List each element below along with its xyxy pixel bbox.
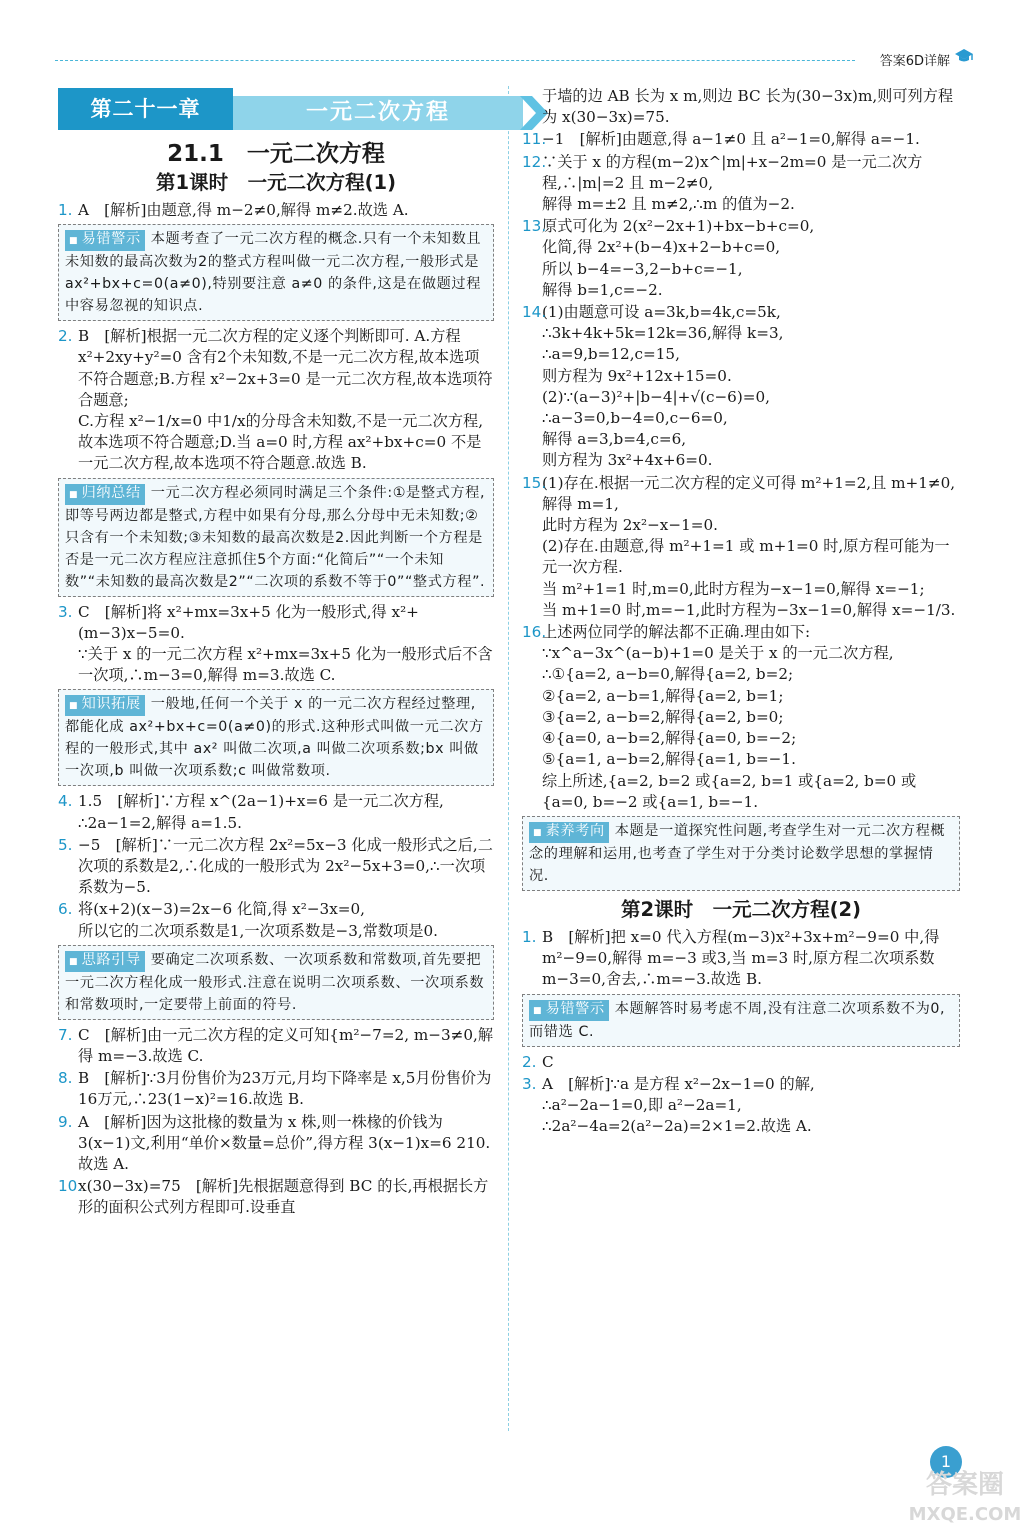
- answer-number: 4.: [58, 792, 73, 811]
- tip-box-title: ■ 素养考向: [529, 822, 609, 843]
- tip-box-title: ■ 易错警示: [529, 1000, 609, 1021]
- page-header: [55, 48, 1020, 68]
- left-answer-list: [58, 200, 494, 1219]
- answer-text: C [解析]由一元二次方程的定义可知{m²−7=2, m−3≠0,解得 m=−3.故选 C.: [78, 1025, 494, 1066]
- answer-item: [522, 927, 960, 991]
- lesson-2-title: 第2课时 一元二次方程(2): [621, 897, 861, 921]
- answer-text: −1 [解析]由题意,得 a−1≠0 且 a²−1=0,解得 a=−1.: [542, 130, 920, 149]
- tip-box-title: ■ 知识拓展: [65, 695, 145, 716]
- answer-number: 5.: [58, 835, 73, 854]
- tip-box: [58, 689, 494, 786]
- chapter-banner: [58, 88, 494, 134]
- tip-box: [522, 994, 960, 1047]
- watermark-line-2: MXQE.COM: [908, 1504, 1022, 1525]
- answer-item: [58, 899, 494, 941]
- watermark: [900, 1470, 1030, 1530]
- answer-text: B [解析]根据一元二次方程的定义逐个判断即可. A.方程 x²+2xy+y²=0 含有2个未知数,不是一元二次方程,故本选项不符合题意;B.方程 x²−2x+3=0 是一元二次方程,故本选项符合题意; C.方程 x²−1/x=0 中1/x的分母含未知数,不是一元二次方程,故本选项不符合题意;D.当 a=0 时,方程 ax²+bx+c=0 不是一元二次方程,故本选项不符合题意.故选 B.: [78, 327, 493, 473]
- tip-box-title: ■ 归纳总结: [65, 484, 145, 505]
- answer-item: [522, 216, 960, 301]
- answer-text: −5 [解析]∵一元二次方程 2x²=5x−3 化成一般形式之后,二次项的系数是2,∴化成的一般形式为 2x²−5x+3=0,∴一次项系数为−5.: [78, 835, 493, 897]
- answer-item: [522, 86, 960, 128]
- tip-box-title: ■ 易错警示: [65, 230, 145, 251]
- answer-item: [522, 622, 960, 813]
- answer-item: [58, 791, 494, 833]
- tip-box-text: 一般地,任何一个关于 x 的一元二次方程经过整理,都能化成 ax²+bx+c=0(a≠0)的形式.这种形式叫做一元二次方程的一般形式,其中 ax² 叫做二次项,a 叫做二次项系数;bx 叫做一次项,b 叫做一次项系数;c 叫做常数项.: [65, 696, 484, 780]
- answer-number: 10.: [58, 1177, 83, 1196]
- tip-box: [58, 945, 494, 1020]
- header-label: 答案6D详解: [879, 54, 950, 69]
- answer-text: (1)存在.根据一元二次方程的定义可得 m²+1=2,且 m+1≠0,解得 m=1, 此时方程为 2x²−x−1=0. (2)存在.由题意,得 m²+1=1 或 m+1=0 时,原方程可能为一元一次方程. 当 m²+1=1 时,m=0,此时方程为−x−1=0,解得 x=−1; 当 m+1=0 时,m=−1,此时方程为−3x−1=0,解得 x=−1/3.: [542, 473, 956, 619]
- tip-box-text: 本题是一道探究性问题,考查学生对一元二次方程概念的理解和运用,也考查了学生对于分类讨论数学思想的掌握情况.: [529, 822, 946, 884]
- answer-text: 1.5 [解析]∵方程 x^(2a−1)+x=6 是一元二次方程, ∴2a−1=2,解得 a=1.5.: [78, 792, 444, 832]
- tip-box-text: 要确定二次项系数、一次项系数和常数项,首先要把一元二次方程化成一般形式.注意在说明二次项系数、一次项系数和常数项时,一定要带上前面的符号.: [65, 951, 485, 1013]
- tip-box-text: 本题考查了一元二次方程的概念.只有一个未知数且未知数的最高次数为2的整式方程叫做一元二次方程,一般形式是 ax²+bx+c=0(a≠0),特别要注意 a≠0 的条件,这是在做题过程中容易忽视的知识点.: [65, 231, 482, 315]
- answer-number: 1.: [522, 927, 537, 946]
- answer-number: 8.: [58, 1069, 73, 1088]
- answer-text: 上述两位同学的解法都不正确.理由如下: ∵x^a−3x^(a−b)+1=0 是关于 x 的一元二次方程, ∴①{a=2, a−b=0,解得{a=2, b=2; ②{a=2, a−b=1,解得{a=2, b=1; ③{a=2, a−b=2,解得{a=2, b=0; ④{a=0, a−b=2,解得{a=0, b=−2; ⑤{a=1, a−b=2,解得{a=1, b=−1. 综上所述,{a=2, b=2 或{a=2, b=1 或{a=2, b=0 或{a=0, b=−2 或{a=1, b=−1.: [542, 623, 917, 811]
- answer-text: 将(x+2)(x−3)=2x−6 化简,得 x²−3x=0, 所以它的二次项系数是1,一次项系数是−3,常数项是0.: [78, 900, 438, 940]
- chapter-title: 一元二次方程: [233, 96, 523, 130]
- right-answer-list: [522, 86, 960, 1137]
- answer-item: [58, 602, 494, 687]
- answer-item: [58, 1068, 494, 1110]
- lesson-1-title: 第1课时 一元二次方程(1): [156, 171, 396, 194]
- tip-box: [58, 478, 494, 597]
- answer-text: A [解析]由题意,得 m−2≠0,解得 m≠2.故选 A.: [78, 201, 409, 219]
- tip-box-title: ■ 思路引导: [65, 951, 145, 972]
- graduation-cap-icon: [954, 46, 974, 66]
- answer-item: [522, 152, 960, 216]
- answer-text: B [解析]把 x=0 代入方程(m−3)x²+3x+m²−9=0 中,得 m²−9=0,解得 m=−3 或3,当 m=3 时,原方程二次项系数 m−3=0,舍去,∴m=−3.故选 B.: [542, 927, 940, 989]
- answer-number: 6.: [58, 900, 73, 919]
- answer-number: 11.: [522, 130, 547, 149]
- answer-item: [522, 1052, 960, 1073]
- answer-text: x(30−3x)=75 [解析]先根据题意得到 BC 的长,再根据长方形的面积公式列方程即可.设垂直: [78, 1177, 489, 1217]
- answer-item: [522, 473, 960, 621]
- answer-item: [522, 1074, 960, 1138]
- answer-number: 16.: [522, 623, 547, 642]
- answer-number: 15.: [522, 473, 547, 492]
- answer-item: [58, 1025, 494, 1067]
- watermark-line-1: 答案圈: [925, 1470, 1004, 1500]
- right-column: [522, 86, 960, 1138]
- answer-number: 2.: [58, 327, 73, 346]
- chapter-number: 第二十一章: [58, 88, 233, 130]
- tip-box: [522, 816, 960, 891]
- header-rule: [55, 60, 855, 62]
- answer-text: B [解析]∵3月份售价为23万元,月均下降率是 x,5月份售价为16万元,∴23(1−x)²=16.故选 B.: [78, 1069, 492, 1109]
- answer-item: [58, 1112, 494, 1176]
- answer-number: 1.: [58, 201, 73, 219]
- answer-text: 于墙的边 AB 长为 x m,则边 BC 长为(30−3x)m,则可列方程为 x(30−3x)=75.: [542, 87, 954, 127]
- answer-number: 13.: [522, 217, 547, 236]
- answer-number: 3.: [58, 602, 73, 621]
- answer-number: 9.: [58, 1112, 73, 1131]
- answer-number: 7.: [58, 1025, 73, 1044]
- answer-number: 12.: [522, 152, 547, 171]
- answer-number: 2.: [522, 1052, 537, 1071]
- answer-text: C [解析]将 x²+mx=3x+5 化为一般形式,得 x²+(m−3)x−5=0. ∵关于 x 的一元二次方程 x²+mx=3x+5 化为一般形式后不含一次项,∴m−3=0,解得 m=3.故选 C.: [78, 602, 493, 685]
- answer-item: [58, 200, 494, 221]
- answer-text: A [解析]因为这批椽的数量为 x 株,则一株椽的价钱为3(x−1)文,利用“单价×数量=总价”,得方程 3(x−1)x=6 210.故选 A.: [78, 1112, 491, 1174]
- page-number: 1: [930, 1446, 962, 1478]
- answer-text: 原式可化为 2(x²−2x+1)+bx−b+c=0, 化简,得 2x²+(b−4)x+2−b+c=0, 所以 b−4=−3,2−b+c=−1, 解得 b=1,c=−2.: [542, 217, 815, 299]
- answer-item: [58, 1176, 494, 1218]
- answer-item: [522, 302, 960, 472]
- answer-text: ∵关于 x 的方程(m−2)x^|m|+x−2m=0 是一元二次方程,∴|m|=2 且 m−2≠0, 解得 m=±2 且 m≠2,∴m 的值为−2.: [542, 152, 923, 214]
- column-divider: [508, 86, 510, 1431]
- answer-number: 3.: [522, 1074, 537, 1093]
- tip-box: [58, 224, 494, 321]
- section-title: 21.1 一元二次方程: [167, 141, 385, 167]
- answer-item: [58, 326, 494, 474]
- answer-item: [522, 129, 960, 150]
- answer-text: (1)由题意可设 a=3k,b=4k,c=5k, ∴3k+4k+5k=12k=36,解得 k=3, ∴a=9,b=12,c=15, 则方程为 9x²+12x+15=0. (2)∵(a−3)²+|b−4|+√(c−6)=0, ∴a−3=0,b−4=0,c−6=0, 解得 a=3,b=4,c=6, 则方程为 3x²+4x+6=0.: [542, 303, 784, 470]
- tip-box-text: 本题解答时易考虑不周,没有注意二次项系数不为0,而错选 C.: [529, 1000, 946, 1040]
- answer-item: [58, 835, 494, 899]
- tip-box-text: 一元二次方程必须同时满足三个条件:①是整式方程,即等号两边都是整式,方程中如果有分母,那么分母中无未知数;②只含有一个未知数;③未知数的最高次数是2.因此判断一个方程是否是一元二次方程应注意抓住5个方面:“化简后”“一个未知数”“未知数的最高次数是2”“二次项的系数不等于0”“整式方程”.: [65, 484, 486, 590]
- answer-number: 14.: [522, 303, 547, 322]
- answer-text: C: [542, 1052, 554, 1071]
- answer-text: A [解析]∵a 是方程 x²−2x−1=0 的解, ∴a²−2a−1=0,即 a²−2a=1, ∴2a²−4a=2(a²−2a)=2×1=2.故选 A.: [542, 1074, 815, 1136]
- left-column: [58, 88, 494, 1220]
